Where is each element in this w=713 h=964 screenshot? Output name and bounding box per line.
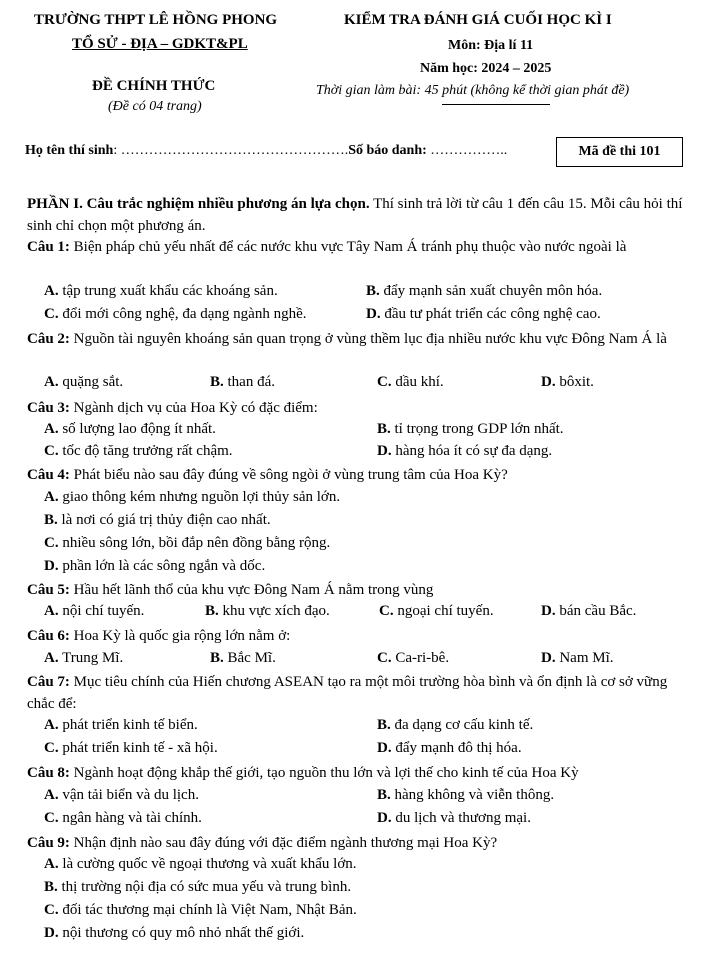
exam-code: Mã đề thi 101: [578, 144, 661, 159]
option-b[interactable]: B. Bắc Mĩ.: [210, 650, 276, 666]
name-label: Họ tên thí sinh: [25, 143, 114, 158]
question-number: Câu 2:: [27, 331, 70, 347]
option-b[interactable]: B. đa dạng cơ cấu kinh tế.: [377, 717, 534, 733]
question-5: [27, 579, 687, 601]
question-number: Câu 3:: [27, 400, 70, 416]
question-6: [27, 625, 687, 647]
option-b[interactable]: B. than đá.: [210, 374, 275, 390]
option-d[interactable]: D. nội thương có quy mô nhỏ nhất thế giới.: [44, 925, 305, 941]
option-a[interactable]: A. là cường quốc về ngoại thương và xuất khẩu lớn.: [44, 856, 357, 872]
option-a[interactable]: A. giao thông kém nhưng nguồn lợi thủy sản lớn.: [44, 489, 341, 505]
question-2: [27, 328, 687, 350]
option-d[interactable]: D. bôxit.: [541, 374, 594, 390]
question-number: Câu 7:: [27, 674, 70, 690]
school-name: TRƯỜNG THPT LÊ HỒNG PHONG: [34, 12, 278, 28]
subject: Môn: Địa lí 11: [448, 38, 534, 53]
option-b[interactable]: B. hàng không và viễn thông.: [377, 787, 555, 803]
question-text: Biện pháp chủ yếu nhất để các nước khu vực Tây Nam Á tránh phụ thuộc vào nước ngoài là: [69, 239, 627, 255]
option-c[interactable]: C. Ca-ri-bê.: [377, 650, 450, 666]
question-9: [27, 832, 687, 854]
option-d[interactable]: D. phần lớn là các sông ngắn và dốc.: [44, 558, 266, 574]
option-c[interactable]: C. nhiều sông lớn, bồi đắp nên đồng bằng rộng.: [44, 535, 331, 551]
option-c[interactable]: C. ngân hàng và tài chính.: [44, 810, 202, 826]
option-c[interactable]: C. đổi mới công nghệ, đa dạng ngành nghề.: [44, 306, 307, 322]
question-text: Phát biểu nào sau đây đúng về sông ngòi ở vùng trung tâm của Hoa Kỳ?: [69, 467, 508, 483]
option-a[interactable]: A. Trung Mĩ.: [44, 650, 124, 666]
option-a[interactable]: A. phát triển kinh tế biển.: [44, 717, 198, 733]
option-c[interactable]: C. tốc độ tăng trưởng rất chậm.: [44, 443, 233, 459]
question-3: [27, 397, 687, 419]
section-instructions: Thí sinh trả lời từ câu 1 đến câu 15. Mỗi câu hỏi thí sinh chỉ chọn một phương án.: [27, 196, 683, 234]
option-c[interactable]: C. đối tác thương mại chính là Việt Nam, Nhật Bản.: [44, 902, 357, 918]
id-label: Số báo danh:: [348, 143, 427, 158]
candidate-line: [25, 143, 507, 159]
question-4: [27, 464, 687, 486]
question-text: Ngành dịch vụ của Hoa Kỳ có đặc điểm:: [69, 400, 318, 416]
option-d[interactable]: D. đẩy mạnh đô thị hóa.: [377, 740, 522, 756]
option-b[interactable]: B. thị trường nội địa có sức mua yếu và trung bình.: [44, 879, 352, 895]
exam-title: KIỂM TRA ĐÁNH GIÁ CUỐI HỌC KÌ I: [344, 12, 612, 28]
section-title: PHẦN I. Câu trắc nghiệm nhiều phương án lựa chọn.: [27, 196, 370, 212]
question-7: [27, 671, 687, 715]
question-number: Câu 6:: [27, 628, 70, 644]
option-a[interactable]: A. vận tải biển và du lịch.: [44, 787, 199, 803]
question-1: [27, 236, 687, 258]
pages-note: (Đề có 04 trang): [108, 99, 202, 114]
question-number: Câu 1:: [27, 239, 70, 255]
question-text: Nhận định nào sau đây đúng với đặc điểm ngành thương mại Hoa Kỳ?: [69, 835, 498, 851]
option-d[interactable]: D. Nam Mĩ.: [541, 650, 614, 666]
question-number: Câu 4:: [27, 467, 70, 483]
option-a[interactable]: A. quặng sắt.: [44, 374, 124, 390]
option-c[interactable]: C. ngoại chí tuyến.: [379, 603, 494, 619]
option-d[interactable]: D. hàng hóa ít có sự đa dạng.: [377, 443, 553, 459]
time-note: Thời gian làm bài: 45 phút (không kể thời gian phát đề): [316, 83, 630, 98]
option-c[interactable]: C. dầu khí.: [377, 374, 444, 390]
id-dots: ……………..: [426, 143, 508, 158]
question-text: Mục tiêu chính của Hiến chương ASEAN tạo ra một môi trường hòa bình và ổn định là cơ sở vững chắc để:: [27, 674, 668, 712]
question-text: Hoa Kỳ là quốc gia rộng lớn nằm ở:: [69, 628, 291, 644]
option-d[interactable]: D. đầu tư phát triển các công nghệ cao.: [366, 306, 601, 322]
option-b[interactable]: B. là nơi có giá trị thủy điện cao nhất.: [44, 512, 271, 528]
section-intro: [27, 193, 687, 237]
option-c[interactable]: C. phát triển kinh tế - xã hội.: [44, 740, 218, 756]
question-text: Ngành hoạt động khắp thế giới, tạo nguồn thu lớn và lợi thế cho kinh tế của Hoa Kỳ: [69, 765, 579, 781]
option-b[interactable]: B. tỉ trọng trong GDP lớn nhất.: [377, 421, 564, 437]
exam-code-box: [556, 137, 683, 167]
school-year: Năm học: 2024 – 2025: [420, 61, 552, 76]
option-b[interactable]: B. khu vực xích đạo.: [205, 603, 330, 619]
name-dots: : ………………………………………….: [113, 143, 349, 158]
question-number: Câu 8:: [27, 765, 70, 781]
question-8: [27, 762, 687, 784]
question-text: Hầu hết lãnh thổ của khu vực Đông Nam Á nằm trong vùng: [69, 582, 434, 598]
option-a[interactable]: A. số lượng lao động ít nhất.: [44, 421, 216, 437]
question-number: Câu 5:: [27, 582, 70, 598]
option-a[interactable]: A. tập trung xuất khẩu các khoáng sản.: [44, 283, 278, 299]
official-label: ĐỀ CHÍNH THỨC: [92, 78, 216, 94]
option-a[interactable]: A. nội chí tuyến.: [44, 603, 145, 619]
question-number: Câu 9:: [27, 835, 70, 851]
option-b[interactable]: B. đẩy mạnh sản xuất chuyên môn hóa.: [366, 283, 603, 299]
option-d[interactable]: D. bán cầu Bắc.: [541, 603, 637, 619]
question-text: Nguồn tài nguyên khoáng sản quan trọng ở vùng thềm lục địa nhiều nước khu vực Đông Nam Á là: [69, 331, 667, 347]
option-d[interactable]: D. du lịch và thương mại.: [377, 810, 531, 826]
header-divider: [442, 104, 550, 105]
department-name: TỔ SỬ - ĐỊA – GDKT&PL: [72, 36, 248, 52]
